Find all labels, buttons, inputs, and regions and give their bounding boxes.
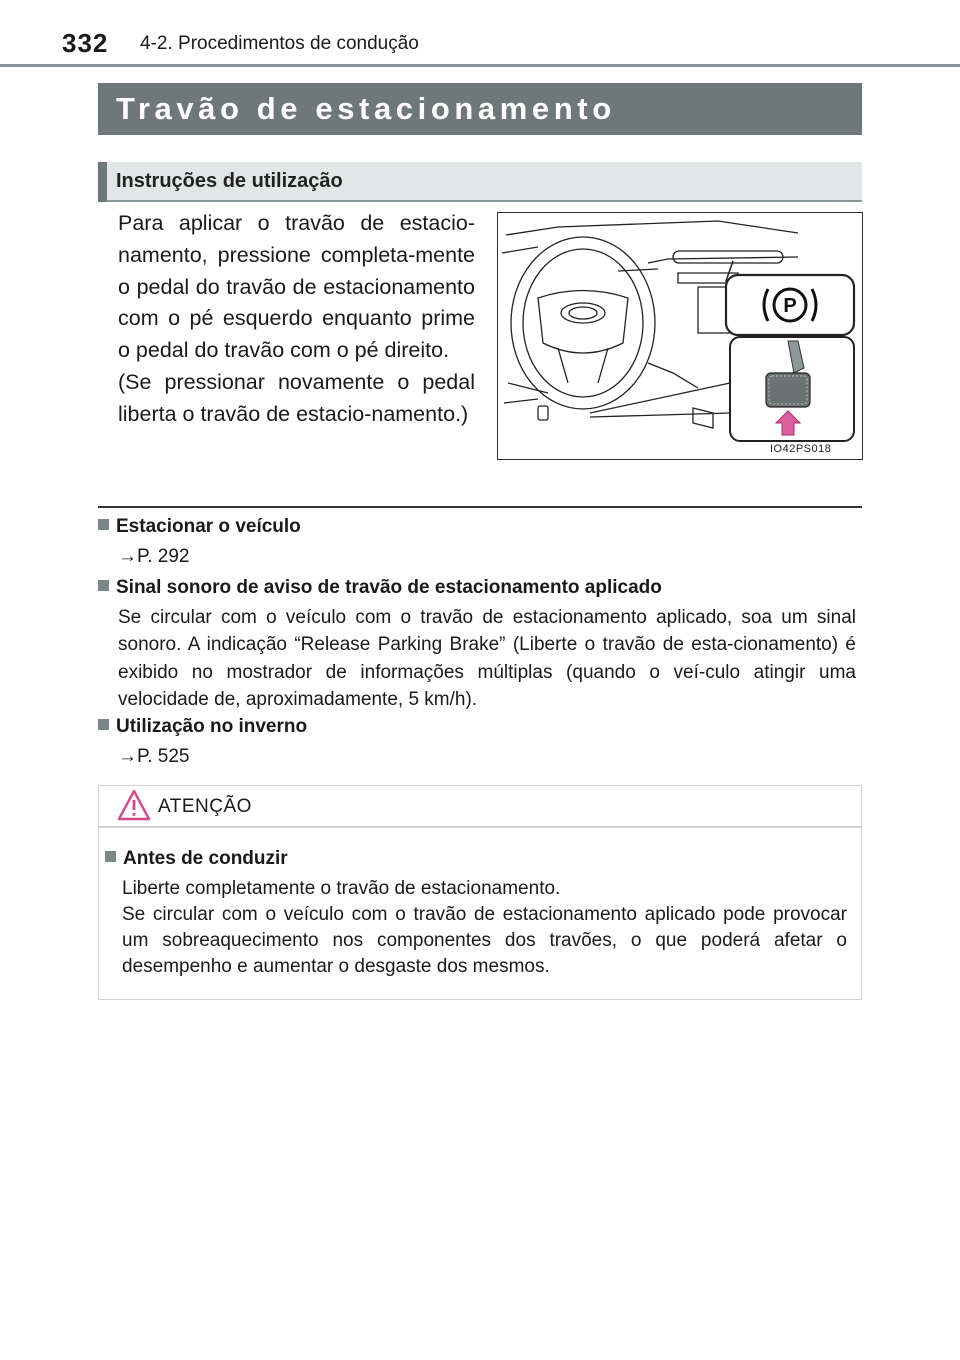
header-divider: [0, 64, 960, 67]
section-heading-text: Sinal sonoro de aviso de travão de estacionamento aplicado: [116, 577, 662, 598]
intro-note: (Se pressionar novamente o pedal liberta o travão de estacio-namento.): [118, 369, 475, 426]
section-divider: [98, 506, 862, 508]
page-number: 332: [62, 28, 109, 58]
section-heading-text: Utilização no inverno: [116, 716, 308, 737]
dashboard-drawing: [498, 213, 862, 459]
bullet-square-icon: [98, 580, 109, 591]
warning-line: Se circular com o veículo com o travão de estacionamento aplicado pode provocar um sobreaquecimento nos componentes dos travões, o que poderá afetar o desempenho e aumentar o desgaste dos mesmos.: [122, 904, 847, 977]
bullet-square-icon: [98, 519, 109, 530]
warning-triangle-icon: [116, 788, 152, 822]
section-body: Se circular com o veículo com o travão de estacionamento aplicado, soa um sinal sonoro. A indicação “Release Parking Brake” (Liberte o travão de esta-cionamento) é exibido no mostrador de informações múltiplas (quando o veí-culo atingir uma velocidade de, aproximadamente, 5 km/h).: [118, 607, 856, 711]
figure-code: IO42PS018: [770, 443, 832, 455]
section-heading-warning-buzzer: [98, 577, 662, 599]
intro-text: [118, 208, 475, 431]
chapter-title: 4-2. Procedimentos de condução: [140, 33, 419, 54]
svg-text:P: P: [783, 295, 797, 317]
intro-paragraph: Para aplicar o travão de estacio-namento, pressione completa-mente o pedal do travão de estacionamento com o pé esquerdo enquanto prime o pedal do travão com o pé direito.: [118, 211, 475, 363]
subtitle-accent-bar: [98, 162, 107, 202]
warning-line: Liberte completamente o travão de estacionamento.: [122, 878, 561, 899]
bullet-square-icon: [105, 851, 116, 862]
warning-heading-text: Antes de conduzir: [123, 848, 288, 869]
parking-brake-illustration: [497, 212, 863, 460]
section-heading-parking: [98, 516, 301, 538]
page-reference-link[interactable]: →P. 292: [118, 546, 190, 567]
section-heading-text: Estacionar o veículo: [116, 516, 301, 537]
warning-body: [122, 876, 847, 980]
warning-heading: [105, 848, 288, 870]
warning-label: ATENÇÃO: [158, 796, 252, 817]
subtitle: Instruções de utilização: [116, 170, 343, 192]
bullet-square-icon: [98, 719, 109, 730]
page-reference-link[interactable]: →P. 525: [118, 746, 190, 767]
warning-divider: [98, 826, 862, 828]
section-heading-winter: [98, 716, 307, 738]
page-title: Travão de estacionamento: [116, 91, 616, 126]
